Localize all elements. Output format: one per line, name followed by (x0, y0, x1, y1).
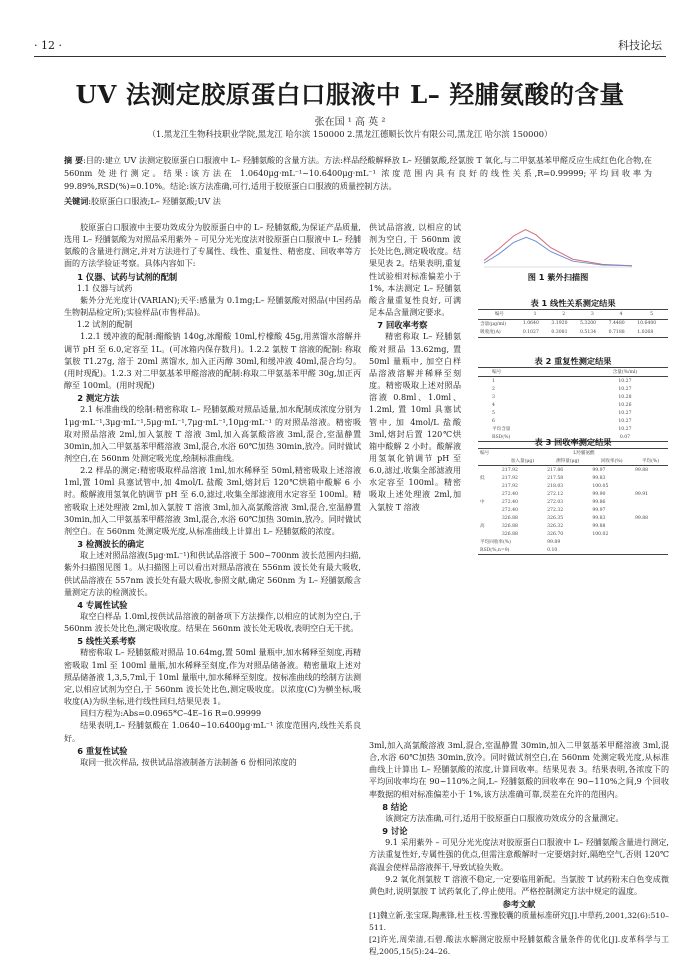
paragraph: 紫外分光光度计(VARIAN);天平:感量为 0.1mg;L– 羟脯氨酸对照品(中国药品生物制品检定所);实验样品(市售样品)。 (64, 295, 361, 318)
table-cell: 低 (480, 476, 485, 481)
table-2 (478, 356, 668, 442)
table-cell: RSD(%,n=9) (480, 547, 510, 553)
table-header: L羟脯氨酸 (573, 451, 595, 456)
table-cell (478, 506, 500, 514)
table-cell: 0.07 (619, 434, 631, 440)
table-cell: 326.70 (547, 531, 564, 537)
table-header: 加入量(μg) (510, 459, 535, 464)
table-cell: 0.1027 (522, 329, 539, 335)
references (369, 898, 669, 958)
table-cell (478, 466, 500, 475)
table-cell: 99.89 (547, 539, 561, 545)
table-cell (633, 498, 668, 506)
references-title: 参考文献 (502, 899, 536, 910)
paragraph: 9.1 采用紫外 – 可见分光光度法对胶原蛋白口服液中 L– 羟脯氨酸含量进行测定,方法重复性好,专属性强的优点,但需注意酸解时一定要熔封好,隔绝空气,否则 120℃高温会使样品溶液挥干,导致试验失败。 (369, 838, 669, 872)
table-cell (633, 522, 668, 530)
paragraph: 结果表明,L– 羟脯氨酸在 1.0640~10.6400μg·mL⁻¹ 浓度范围内,线性关系良好。 (64, 721, 361, 743)
paragraph: 供试品溶液, 以相应的试剂为空白, 于 560nm 波长处比色,测定吸收度。结果见表 2。结果表明,重复性试验相对标准偏差小于 1%, 本法测定 L– 羟脯氨酸含量重复性良好, 可满足本品含量测定要求。 (369, 223, 461, 318)
linearity-table (478, 309, 668, 338)
table-cell: 0.10 (547, 547, 558, 553)
table-row (478, 385, 668, 393)
table-cell: 99.88 (634, 467, 649, 473)
body-narrow-column (369, 222, 461, 514)
paragraph: 取上述对照品溶液(5μg·mL⁻¹)和供试品溶液于 500~700nm 波长范围内扫描,紫外扫描图见图 1。从扫描图上可以看出对照品溶液在 556nm 波长处有最大吸收, 供试品溶液在 557nm 波长处有最大吸收,参照文献,确定 560nm 为 L– 羟脯氨酸含量测定方法的检测波长。 (64, 551, 361, 597)
table-cell: 100.02 (592, 531, 609, 537)
table-cell (478, 482, 500, 490)
table-cell: 99.97 (592, 507, 606, 513)
table-cell: 10.27 (618, 418, 632, 424)
table-cell: 99.88 (592, 523, 606, 529)
table-cell: 272.03 (547, 499, 564, 505)
table-cell (478, 530, 500, 538)
table-cell: 1.0268 (637, 329, 654, 335)
recovery-table (478, 448, 668, 555)
table-cell: 7.4480 (608, 321, 625, 327)
table-cell: 2 (492, 386, 495, 392)
table-cell: 10.27 (618, 378, 632, 384)
table-header: 平均(%) (641, 459, 660, 464)
table-caption: 表 3 回收率测定结果 (534, 437, 612, 447)
table-cell: 99.90 (592, 491, 606, 497)
table-cell: 218.03 (547, 483, 564, 489)
table-cell: 10.26 (618, 402, 632, 408)
section-heading: 9 讨论 (382, 826, 408, 837)
body-right-column (369, 740, 669, 958)
table-cell: 326.88 (501, 515, 518, 521)
section-heading: 6 重复性试验 (77, 745, 128, 756)
reference-item: [1]魏立新,张宝琛,陶燕锋,杜玉枝.雪豫胶囊的质量标准研究[J].中草药,2001,32(6):510–511. (369, 911, 669, 933)
abstract-text: :目的:建立 UV 法测定胶原蛋白口服液中 L– 羟脯氨酸的含量方法。方法:样品经酸解释放 L– 羟脯氨酸,经氯胺 T 氧化,与二甲氨基苯甲醛反应生成红色化合物,在 560nm 处进行测定。结果:该方法在 1.0640μg·mL⁻¹~10.6400μg·mL⁻¹ 浓度范围内具有良好的线性关系,R=0.99999;平均回收率为 99.89%,RSD(%)=0.10%。结论:该方法准确,可行,适用于胶原蛋白口服液的质量控制方法。 (64, 155, 652, 192)
table-cell: 217.92 (501, 467, 518, 473)
table-header: 1 (533, 311, 537, 317)
paragraph: 1.2.1 缓冲液的配制:醋酸钠 140g,冰醋酸 10ml,柠檬酸 45g,用蒸馏水溶解并调节 pH 至 6.0,定容至 1L。(可冰箱内保存数月)。1.2.2 氯胺 T 溶液的配制: 称取氯胺 T1.27g, 溶于 20ml 蒸馏水, 加入正丙醇 30ml,和缓冲液 40ml,混合均匀。(用时现配)。1.2.3 对二甲氨基苯甲醛溶液的配制:称取二甲氨基苯甲醛 30g,加正丙醇至 100ml。(用时现配) (64, 332, 361, 391)
table-cell: 99.91 (634, 491, 649, 497)
table-caption: 表 2 重复性测定结果 (534, 356, 612, 366)
table-cell: 1 (492, 378, 495, 384)
table-row (478, 506, 668, 514)
table-caption: 表 1 线性关系测定结果 (530, 298, 616, 308)
intro-paragraph: 胶原蛋白口服液中主要功效成分为胶原蛋白中的 L– 羟脯氨酸,为保证产品质量,选用 L– 羟脯氨酸为对照品采用紫外 – 可见分光光度法对胶原蛋白口服液中 L– 羟脯氨酸的含量进行测定,并对方法进行了专属性、线性、重复性、精密度、回收率等方面的方法学验证考察。具体内容如下: (64, 223, 361, 269)
table-row (478, 530, 668, 538)
table-cell: 99.83 (592, 515, 606, 521)
table-row (478, 538, 668, 546)
subsection-heading: 1.1 仪器与试药 (76, 283, 133, 293)
section-heading: 5 线性关系考察 (77, 636, 136, 647)
table-cell: 3.1920 (551, 321, 568, 327)
table-cell (633, 482, 668, 490)
section-heading: 2 测定方法 (77, 393, 120, 404)
table-cell: 高 (480, 524, 485, 529)
table-cell: 326.32 (547, 523, 564, 529)
table-row (478, 466, 668, 475)
paragraph: 取同一批次样品, 按供试品溶液制备方法制备 6 份相同浓度的 (80, 757, 297, 767)
table-row (478, 490, 668, 498)
table-cell: 99.88 (634, 515, 649, 521)
paragraph: 该测定方法准确,可行,适用于胶原蛋白口服液功效成分的含量测定。 (385, 813, 624, 823)
table-cell: 5 (492, 410, 495, 416)
table-row (478, 319, 668, 328)
table-row (478, 417, 668, 425)
table-cell: 217.58 (547, 475, 564, 481)
table-cell: 99.83 (592, 475, 606, 481)
table-cell: 0.3081 (551, 329, 568, 335)
table-header: 5 (650, 311, 654, 317)
table-header: 编号 (492, 370, 502, 375)
paragraph: 精密称取 L– 羟脯氨酸对照品 13.62mg, 置 50ml 量瓶中, 加空白样品溶液溶解并稀释至刻度。精密吸取上述对照品溶液 0.8ml、1.0ml、1.2ml, 置 10ml 具塞试管中, 加 4mol/L 盐酸 3ml,熔封后置 120℃烘箱中酸解 2 小时。酸解液用氢氧化钠调节 pH 至 6.0,滤过,收集全部滤液用水定容至 100ml。精密吸取上述处理液 2ml,加入氯胺 T 溶液 (369, 332, 461, 512)
table-row (478, 401, 668, 409)
table-cell (633, 474, 668, 482)
section-heading: 3 检测波长的确定 (77, 539, 145, 550)
table-header: 编号 (480, 451, 490, 456)
header-rule (34, 56, 666, 57)
authors: 张在国 ¹ 高 英 ² (314, 117, 386, 128)
table-cell: 10.27 (618, 426, 632, 432)
table-cell: 平均含量 (492, 427, 511, 432)
body-left-column (64, 222, 361, 769)
table-row (478, 482, 668, 490)
section-heading: 1 仪器、试药与试剂的配制 (77, 271, 178, 282)
table-cell: 217.92 (501, 483, 518, 489)
table-cell: 326.35 (547, 515, 564, 521)
table-cell: RSD(%) (492, 434, 511, 440)
table-cell: 吸收度(A) (480, 330, 501, 336)
table-cell: 272.40 (501, 491, 518, 497)
table-cell: 217.86 (547, 467, 564, 473)
table-header (478, 457, 500, 466)
table-cell: 0.7188 (608, 329, 625, 335)
table-cell: 1.0640 (522, 321, 539, 327)
table-cell (478, 514, 500, 522)
paragraph: 2.1 标准曲线的绘制:精密称取 L– 羟脯氨酸对照品适量,加水配制成浓度分别为 1μg·mL⁻¹,3μg·mL⁻¹,5μg·mL⁻¹,7μg·mL⁻¹,10μg·mL⁻¹ 的对照品溶液。精密吸取对照品溶液 2ml,加入氯胺 T 溶液 3ml,加入高氯酸溶液 3ml,混合,室温静置 30min,加入二甲氨基苯甲醛溶液 3ml,混合,水浴 60℃加热 30min,放冷。同时做试剂空白,在 560nm 处测定吸光度,绘制标准曲线。 (64, 405, 361, 463)
table-cell: 10.28 (618, 394, 632, 400)
table-3 (478, 437, 668, 555)
table-header: 回收率(%) (600, 459, 623, 464)
table-cell: 10.27 (618, 386, 632, 392)
section-heading: 7 回收率考察 (377, 320, 428, 331)
abstract (64, 154, 652, 194)
table-cell (633, 530, 668, 538)
subsection-heading: 1.2 试剂的配制 (76, 320, 133, 330)
paper-title: UV 法测定胶原蛋白口服液中 L– 羟脯氨酸的含量 (75, 80, 625, 109)
section-heading: 4 专属性试验 (77, 599, 128, 610)
table-cell: 3 (492, 394, 495, 400)
table-cell: 272.12 (547, 491, 564, 497)
table-row (478, 474, 668, 482)
table-cell (478, 490, 500, 498)
table-cell: 含量(μg/ml) (480, 321, 507, 327)
table-1 (478, 298, 668, 338)
paragraph: 精密称取 L– 羟脯氨酸对照品 10.64mg,置 50ml 量瓶中,加水稀释至刻度,再精密吸取 1ml 至 100ml 量瓶,加水稀释至刻度,作为对照品储备液。精密量取上述对照品储备液 1,3,5,7ml,于 10ml 量瓶中,加水稀释至刻度。按标准曲线的绘制方法测定,以相应试剂为空白,于 560nm 波长处比色,测定吸收度。以浓度(C)为横坐标,吸收度(A)为纵坐标,进行线性回归,结果见表 1。 (64, 648, 361, 707)
repeatability-table (478, 367, 668, 442)
table-row (478, 409, 668, 417)
table-cell: 100.05 (592, 483, 609, 489)
paragraph: 3ml,加入高氯酸溶液 3ml,混合,室温静置 30min,加入二甲氨基苯甲醛溶液 3ml,混合,水浴 60℃加热 30min,放冷。同时做试剂空白,在 560nm 处测定吸光度,从标准曲线上计算出 L– 羟脯氨酸的浓度,计算回收率。结果见表 3。结果表明,各浓度下的平均回收率均在 90~110%之间,L– 羟脯氨酸的回收率在 90~110%之间,9 个回收率数据的相对标准偏差小于 1%,该方法准确可靠,误差在允许的范围内。 (369, 741, 669, 799)
table-cell: 272.40 (501, 499, 518, 505)
regression-equation: 回归方程为:Abs=0.0965*C–4E–16 R=0.99999 (80, 709, 262, 719)
table-cell: 5.3200 (580, 321, 597, 327)
table-cell: 272.40 (501, 507, 518, 513)
journal-section: 科技论坛 (618, 39, 662, 52)
reference-item: [2]许光,周荣清,石碧.酸法水解测定胶原中羟脯氨酸含量条件的优化[J].皮革科学与工程,2005,15(5):24–26. (369, 935, 669, 957)
table-cell: 6 (492, 418, 495, 424)
table-row (478, 328, 668, 337)
table-header: 2 (562, 311, 566, 317)
keywords-text: :胶原蛋白口服液;L– 羟脯氨酸;UV 法 (88, 196, 221, 206)
table-row (478, 393, 668, 401)
table-cell: 0.5134 (580, 329, 597, 335)
keywords-label: 关键词 (64, 196, 89, 206)
table-cell: 326.88 (501, 523, 518, 529)
figure-caption: 图 1 紫外扫描图 (527, 272, 589, 282)
table-cell: 平均回收率(%) (480, 540, 511, 545)
table-row (478, 498, 668, 506)
table-cell: 272.32 (547, 507, 564, 513)
table-cell: 99.86 (592, 499, 606, 505)
table-header: 含量(%/ml) (612, 370, 638, 375)
table-header: 编号 (494, 312, 505, 318)
table-row (478, 425, 668, 433)
table-row (478, 522, 668, 530)
table-cell: 217.92 (501, 475, 518, 481)
table-cell: 10.6400 (637, 321, 657, 327)
table-cell: 10.27 (618, 410, 632, 416)
paragraph: 2.2 样品的测定:精密吸取样品溶液 1ml,加水稀释至 50ml,精密吸取上述溶液 1ml,置 10ml 具塞试管中,加 4mol/L 盐酸 3ml,熔封后 120℃烘箱中酸解 6 小时。酸解液用氢氧化钠调节 pH 至 6.0,滤过,收集全部滤液用水定容至 100ml。精密吸取上述处理液 2ml,加入氯胺 T 溶液 3ml,加入高氯酸溶液 3ml,混合,室温静置 30min,加入二甲氨基苯甲醛溶液 3ml,混合,水浴 60℃加热 30min,放冷。同时做试剂空白。在 560nm 处测定吸光度,从标准曲线上计算出 L– 羟脯氨酸的浓度。 (64, 466, 361, 536)
table-cell: 中 (480, 500, 485, 505)
section-heading: 8 结论 (382, 801, 408, 812)
table-cell: 4 (492, 402, 495, 408)
paragraph: 取空白样品 1.0ml,按供试品溶液的制备项下方法操作,以相应的试剂为空白,于 560nm 波长处比色,测定吸收度。结果在 560nm 波长处无吸收,表明空白无干扰。 (64, 612, 361, 634)
affiliation: （1.黑龙江生物科技职业学院,黑龙江 哈尔滨 150000 2.黑龙江德顺长饮片有限公司,黑龙江 哈尔滨 150000） (147, 129, 553, 139)
table-header: 3 (590, 311, 594, 317)
table-header: 测得量(μg) (556, 459, 580, 464)
keywords (64, 196, 652, 207)
uv-scan-chart (478, 219, 638, 277)
abstract-label: 摘 要 (64, 155, 84, 165)
table-row (478, 546, 668, 555)
table-cell: 326.88 (501, 531, 518, 537)
table-row (478, 377, 668, 386)
table-cell (633, 506, 668, 514)
page-number: · 12 · (34, 39, 62, 52)
table-row (478, 514, 668, 522)
table-cell: 99.97 (592, 467, 606, 473)
paragraph: 9.2 氧化剂氯胺 T 溶液不稳定,一定要临用新配。当氯胺 T 试药粉末白色变成微黄色时,说明氯胺 T 试药氧化了,停止使用。严格控制测定方法中规定的温度。 (369, 874, 669, 896)
series-line-1 (484, 230, 632, 266)
table-header: 4 (619, 311, 623, 317)
